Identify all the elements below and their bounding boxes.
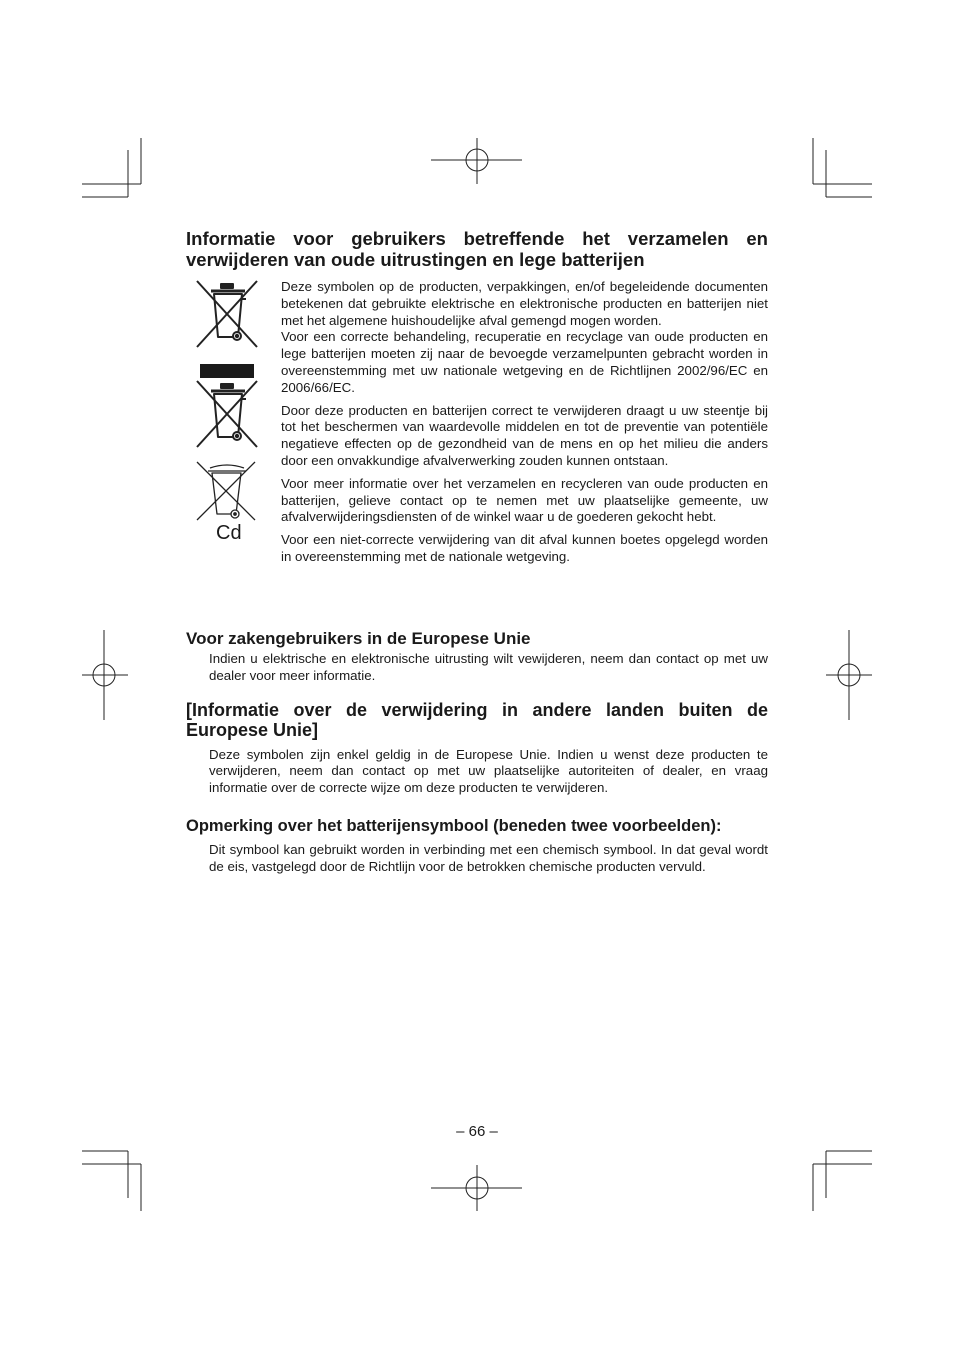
crossed-out-wheelie-bin-icon [194, 279, 260, 349]
outside-eu-heading: [Informatie over de verwijdering in andere landen buiten de Europese Unie] [186, 699, 768, 740]
page-number: – 66 – [456, 1123, 498, 1140]
solid-bar [200, 364, 254, 378]
intro-paragraph: Voor meer informatie over het verzamelen en recycleren van oude producten en batterijen, gelieve contact op te nemen met uw plaatselijke gemeente, uw afvalverwijderingsdiensten of de winkel waar u de goederen gekocht hebt. [281, 475, 768, 525]
intro-block [186, 279, 768, 609]
intro-text [281, 279, 768, 566]
outside-eu-text: Deze symbolen zijn enkel geldig in de Europese Unie. Indien u wenst deze producten te verwijderen, neem dan contact op met uw plaatselijke autoriteiten of dealer, en vraag informatie over de correcte wijze om deze producten te verwijderen. [209, 746, 768, 796]
chemical-symbol: Cd [216, 522, 242, 544]
crossed-out-wheelie-bin-icon [194, 379, 260, 449]
main-heading: Informatie voor gebruikers betreffende het verzamelen en verwijderen van oude uitrustingen en lege batterijen [186, 228, 768, 270]
intro-paragraph: Voor een correcte behandeling, recuperatie en recyclage van oude producten en lege batterijen moeten zij naar de bevoegde verzamelpunten gebracht worden in overeenstemming met uw nationale wetgeving en de Richtlijnen 2002/96/EC en 2006/66/EC. [281, 329, 768, 395]
battery-symbol-text: Dit symbool kan gebruikt worden in verbinding met een chemisch symbool. In dat geval wordt de eis, vastgelegd door de Richtlijn voor de betrokken chemische producten vervuld. [209, 841, 768, 874]
intro-paragraph: Voor een niet-correcte verwijdering van dit afval kunnen boetes opgelegd worden in overeenstemming met de nationale wetgeving. [281, 532, 768, 564]
business-users-heading: Voor zakengebruikers in de Europese Unie [186, 629, 531, 648]
symbols-column [194, 279, 264, 543]
page-content [186, 228, 768, 876]
business-users-text: Indien u elektrische en elektronische uitrusting wilt vewijderen, neem dan contact op met uw dealer voor meer informatie. [209, 651, 768, 683]
intro-paragraph: Door deze producten en batterijen correct te verwijderen draagt u uw steentje bij tot het beschermen van waardevolle middelen en tot de preventie van potentiële negatieve effecten op de gezondheid van de mens en op het milieu die anders door een onvakkundige afvalverwerking zouden kunnen ontstaan. [281, 402, 768, 468]
intro-paragraph: Deze symbolen op de producten, verpakkingen, en/of begeleidende documenten betekenen dat gebruikte elektrische en elektronische producten en batterijen niet met het algemene huishoudelijke afval gemengd mogen worden. [281, 279, 768, 328]
crossed-out-wheelie-bin-icon [194, 460, 260, 522]
battery-symbol-heading: Opmerking over het batterijensymbool (beneden twee voorbeelden): [186, 816, 722, 835]
